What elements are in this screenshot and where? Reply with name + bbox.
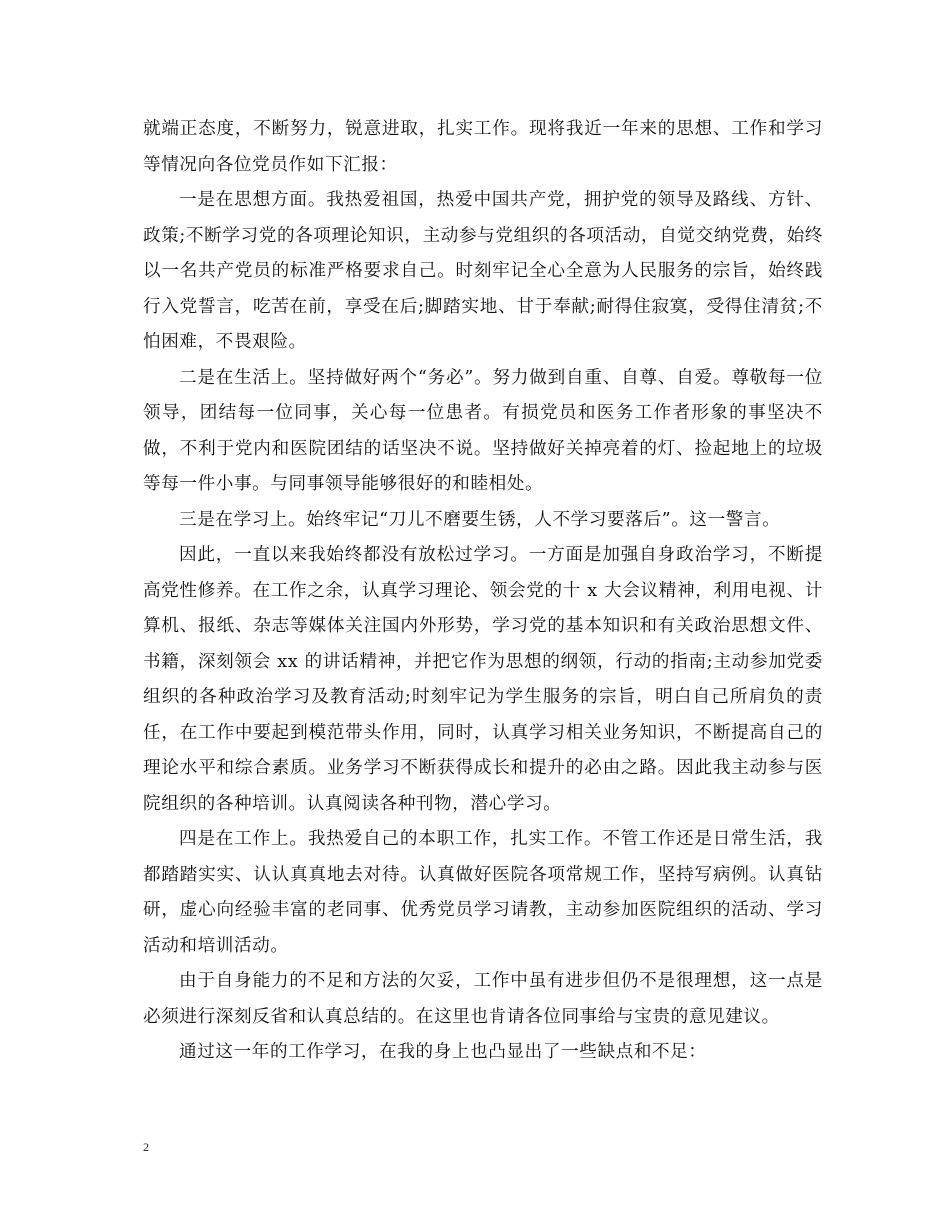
paragraph-6: 四是在工作上。我热爱自己的本职工作，扎实工作。不管工作还是日常生活，我都踏踏实实、认认真真地去对待。认真做好医院各项常规工作，坚持写病例。认真钻研，虚心向经验丰富的老同事、优秀党员学习请教，主动参加医院组织的活动、学习活动和培训活动。 [143,829,823,956]
page-number: 2 [143,1140,149,1154]
paragraph-7: 由于自身能力的不足和方法的欠妥，工作中虽有进步但仍不是很理想，这一点是必须进行深刻反省和认真总结的。在这里也肯请各位同事给与宝贵的意见建议。 [143,971,823,1027]
document-body [143,112,823,1071]
paragraph-1: 就端正态度，不断努力，锐意进取，扎实工作。现将我近一年来的思想、工作和学习等情况向各位党员作如下汇报： [143,119,823,175]
paragraph-4: 三是在学习上。始终牢记“刀儿不磨要生锈，人不学习要落后”。这一警言。 [179,509,781,530]
paragraph-5: 因此，一直以来我始终都没有放松过学习。一方面是加强自身政治学习，不断提高党性修养。在工作之余，认真学习理论、领会党的十 x 大会议精神，利用电视、计算机、报纸、杂志等媒体关注国内外形势，学习党的基本知识和有关政治思想文件、书籍，深刻领会 xx 的讲话精神，并把它作为思想的纲领，行动的指南;主动参加党委组织的各种政治学习及教育活动;时刻牢记为学生服务的宗旨，明白自己所肩负的责任，在工作中要起到模范带头作用，同时，认真学习相关业务知识，不断提高自己的理论水平和综合素质。业务学习不断获得成长和提升的必由之路。因此我主动参与医院组织的各种培训。认真阅读各种刊物，潜心学习。 [143,545,823,814]
paragraph-8: 通过这一年的工作学习，在我的身上也凸显出了一些缺点和不足： [179,1042,707,1062]
paragraph-2: 一是在思想方面。我热爱祖国，热爱中国共产党，拥护党的领导及路线、方针、政策;不断学习党的各项理论知识，主动参与党组织的各项活动，自觉交纳党费，始终以一名共产党员的标准严格要求自己。时刻牢记全心全意为人民服务的宗旨，始终践行入党誓言，吃苦在前，享受在后;脚踏实地、甘于奉献;耐得住寂寞，受得住清贫;不怕困难，不畏艰险。 [143,190,823,352]
paragraph-3: 二是在生活上。坚持做好两个“务必”。努力做到自重、自尊、自爱。尊敬每一位领导，团结每一位同事，关心每一位患者。有损党员和医务工作者形象的事坚决不做，不利于党内和医院团结的话坚决不说。坚持做好关掉亮着的灯、捡起地上的垃圾等每一件小事。与同事领导能够很好的和睦相处。 [143,367,823,494]
